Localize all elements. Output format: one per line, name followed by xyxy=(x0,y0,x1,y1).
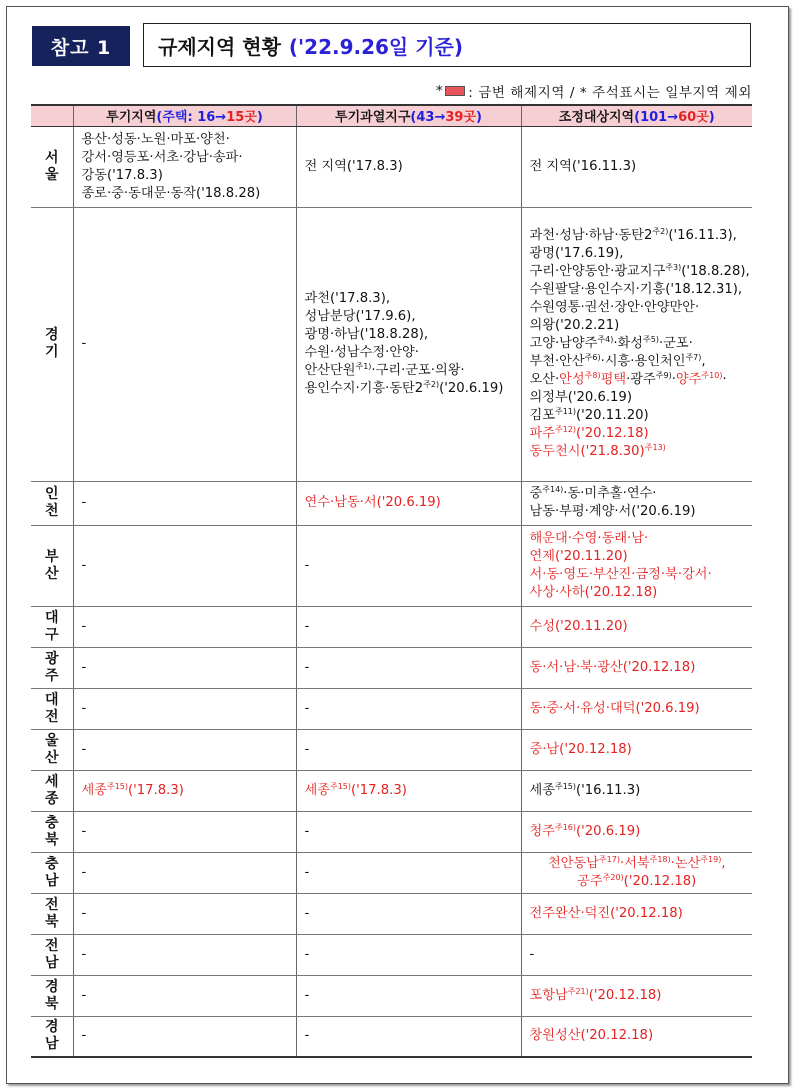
title-main: 규제지역 현황 xyxy=(158,34,281,59)
table-row xyxy=(31,852,752,893)
adjusted-cell: - xyxy=(521,934,752,975)
overheated-cell: - xyxy=(296,729,521,770)
adjusted-cell: 중$^{주14)}$·동·미추홀·연수· 남동·부평·계양·서('20.6.19) xyxy=(521,481,752,525)
overheated-cell: - xyxy=(296,893,521,934)
region-cell: 세종 xyxy=(31,770,73,811)
region-cell: 충북 xyxy=(31,811,73,852)
adjusted-cell: 중·남('20.12.18) xyxy=(521,729,752,770)
overheated-cell: - xyxy=(296,688,521,729)
region-cell: 경기 xyxy=(31,207,73,481)
region-cell: 경북 xyxy=(31,975,73,1016)
region-cell: 울산 xyxy=(31,729,73,770)
overheated-cell: 세종$^{주15)}$('17.8.3) xyxy=(296,770,521,811)
overheated-cell: - xyxy=(296,647,521,688)
overheated-cell: - xyxy=(296,525,521,606)
speculation-cell: - xyxy=(73,1016,296,1057)
region-cell: 전남 xyxy=(31,934,73,975)
speculation-cell: - xyxy=(73,207,296,481)
adjusted-cell: 전 지역('16.11.3) xyxy=(521,126,752,207)
region-cell: 광주 xyxy=(31,647,73,688)
table-row xyxy=(31,126,752,207)
overheated-cell: - xyxy=(296,1016,521,1057)
adjusted-cell: 세종$^{주15)}$('16.11.3) xyxy=(521,770,752,811)
speculation-cell: 용산·성동·노원·마포·양천· 강서·영등포·서초·강남·송파· 강동('17.8.3) 종로·중·동대문·동작('18.8.28) xyxy=(73,126,296,207)
overheated-cell: - xyxy=(296,606,521,647)
header-adjusted: 조정대상지역(101→60곳) xyxy=(521,105,752,126)
speculation-cell: - xyxy=(73,647,296,688)
regulation-table xyxy=(31,104,752,1058)
adjusted-cell: 청주$^{주16)}$('20.6.19) xyxy=(521,811,752,852)
table-row xyxy=(31,975,752,1016)
overheated-cell: - xyxy=(296,852,521,893)
table-row xyxy=(31,729,752,770)
released-swatch-icon xyxy=(445,86,465,96)
region-cell: 서울 xyxy=(31,126,73,207)
speculation-cell: - xyxy=(73,481,296,525)
speculation-cell: - xyxy=(73,852,296,893)
header-region xyxy=(31,105,73,126)
table-row xyxy=(31,934,752,975)
page-title xyxy=(143,23,751,67)
adjusted-cell: 전주완산·덕진('20.12.18) xyxy=(521,893,752,934)
table-row xyxy=(31,481,752,525)
header-row xyxy=(31,105,752,126)
overheated-cell: 전 지역('17.8.3) xyxy=(296,126,521,207)
adjusted-cell: 동·중·서·유성·대덕('20.6.19) xyxy=(521,688,752,729)
region-cell: 대구 xyxy=(31,606,73,647)
table-row xyxy=(31,606,752,647)
overheated-cell: 과천('17.8.3), 성남분당('17.9.6), 광명·하남('18.8.28), 수원·성남수정·안양· 안산단원$^{주1)}$·구리·군포·의왕· 용인수지·기흥·동탄$2^{주2)}('20.6.19)$ xyxy=(296,207,521,481)
speculation-cell: - xyxy=(73,525,296,606)
speculation-cell: - xyxy=(73,688,296,729)
overheated-cell: - xyxy=(296,975,521,1016)
speculation-cell: - xyxy=(73,606,296,647)
adjusted-cell: 동·서·남·북·광산('20.12.18) xyxy=(521,647,752,688)
table-row xyxy=(31,525,752,606)
table-row xyxy=(31,1016,752,1057)
header-speculation: 투기지역(주택: 16→15곳) xyxy=(73,105,296,126)
note-text: : 금변 해제지역 / * 주석표시는 일부지역 제외 xyxy=(468,85,752,101)
speculation-cell: - xyxy=(73,975,296,1016)
region-cell: 대전 xyxy=(31,688,73,729)
region-cell: 충남 xyxy=(31,852,73,893)
table-row xyxy=(31,207,752,481)
title-basis-date: ('22.9.26일 기준) xyxy=(288,34,463,59)
adjusted-cell: 수성('20.11.20) xyxy=(521,606,752,647)
region-cell: 경남 xyxy=(31,1016,73,1057)
table-row xyxy=(31,811,752,852)
header-overheated: 투기과열지구(43→39곳) xyxy=(296,105,521,126)
table-row xyxy=(31,770,752,811)
adjusted-cell: 창원성산('20.12.18) xyxy=(521,1016,752,1057)
table-row xyxy=(31,647,752,688)
adjusted-cell: 천안동남$^{주17)}$·서북$^{주18)}$·논산$^{주19)}$, 공주$^{주20)}$('20.12.18) xyxy=(521,852,752,893)
reference-badge xyxy=(32,26,130,66)
adjusted-cell: 과천·성남·하남·동탄$2^{주2)}('16.11.3)$, 광명('17.6.19), 구리·안양동안·광교지구$^{주3)}$('18.8.28), 수원팔달·용인수지·기흥('18.12.31), 수원영통·권선·장안·안양만안· 의왕('20.2.21) 고양·남양주$^{주4)}$·화성$^{주5)}$·군포· 부천·안산$^{주6)}$·시흥·용인처인$^{주7)}$, 오산·안성$^{주8)}$평택·광주$^{주9)}$·양주$^{주10)}$· 의정부('20.6.19) 김포$^{주11)}$('20.11.20) 파주$^{주12)}$('20.12.18) 동두천시$('21.8.30)^{주13)}$ xyxy=(521,207,752,481)
legend-note xyxy=(436,81,752,101)
speculation-cell: 세종$^{주15)}$('17.8.3) xyxy=(73,770,296,811)
speculation-cell: - xyxy=(73,893,296,934)
overheated-cell: 연수·남동·서('20.6.19) xyxy=(296,481,521,525)
speculation-cell: - xyxy=(73,729,296,770)
table-row xyxy=(31,688,752,729)
badge-label: 참고 1 xyxy=(50,36,112,59)
table-row xyxy=(31,893,752,934)
region-cell: 인천 xyxy=(31,481,73,525)
adjusted-cell: 포항남$^{주21)}$('20.12.18) xyxy=(521,975,752,1016)
overheated-cell: - xyxy=(296,934,521,975)
overheated-cell: - xyxy=(296,811,521,852)
note-prefix: * xyxy=(435,83,444,99)
speculation-cell: - xyxy=(73,811,296,852)
adjusted-cell: 해운대·수영·동래·남· 연제('20.11.20) 서·동·영도·부산진·금정·북·강서· 사상·사하('20.12.18) xyxy=(521,525,752,606)
speculation-cell: - xyxy=(73,934,296,975)
region-cell: 전북 xyxy=(31,893,73,934)
region-cell: 부산 xyxy=(31,525,73,606)
